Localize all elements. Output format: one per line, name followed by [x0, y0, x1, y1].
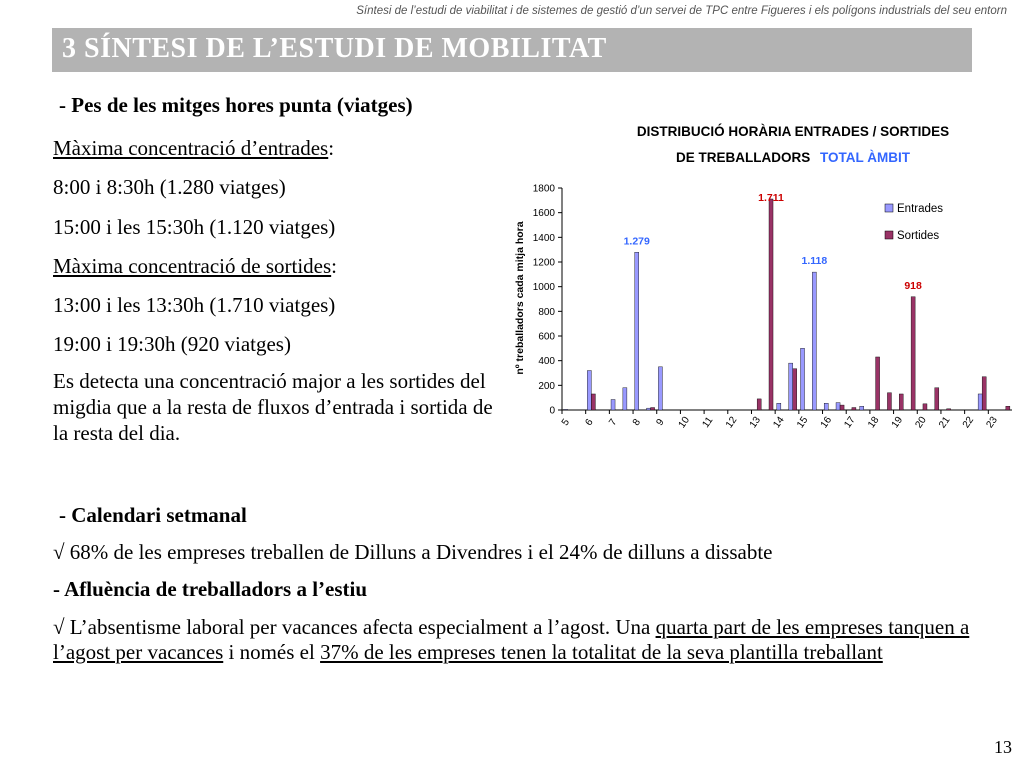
- summer-underlined-1: quarta part de les empreses tanquen a l’agost per vacances: [53, 614, 970, 664]
- x-tick-label: 9: [654, 417, 667, 428]
- y-tick-label: 1200: [532, 257, 555, 269]
- bar-sortides: [591, 394, 595, 410]
- bar-sortides: [923, 404, 927, 410]
- header-note: Síntesi de l’estudi de viabilitat i de sistemes de gestió d’un servei de TPC entre Figueres i els polígons industrials del seu entorn: [356, 5, 1007, 17]
- bar-sortides: [852, 408, 856, 410]
- y-tick-label: 0: [549, 405, 555, 417]
- x-tick-label: 21: [937, 414, 953, 431]
- legend-swatch-entrades: [885, 204, 893, 212]
- x-tick-label: 23: [984, 414, 1000, 431]
- chart-title-line2-b: TOTAL ÀMBIT: [820, 150, 911, 165]
- legend-label-sortides: Sortides: [897, 230, 940, 242]
- x-tick-label: 20: [913, 414, 929, 431]
- bar-sortides: [935, 388, 939, 410]
- exits-heading: Màxima concentració de sortides: [53, 253, 332, 278]
- entry-peak-2: 15:00 i les 15:30h (1.120 viatges): [53, 214, 336, 239]
- bars: [564, 199, 1010, 410]
- summer-text-1: √ L’absentisme laboral per vacances afecta especialment a l’agost. Una: [53, 614, 656, 639]
- x-tick-label: 13: [747, 414, 764, 431]
- bar-entrades: [777, 403, 781, 410]
- bar-sortides: [840, 405, 844, 410]
- data-label: 918: [904, 279, 922, 292]
- bar-entrades: [801, 348, 805, 410]
- x-tick-label: 15: [795, 414, 811, 431]
- calendar-subhead: - Calendari setmanal: [59, 503, 247, 527]
- data-label: 1.118: [801, 255, 828, 268]
- page-number: 13: [994, 737, 1012, 757]
- entries-heading-line: [53, 136, 503, 161]
- page-title: 3 SÍNTESI DE L’ESTUDI DE MOBILITAT: [62, 33, 607, 64]
- x-tick-label: 17: [842, 414, 858, 431]
- x-tick-label: 7: [607, 417, 620, 428]
- entries-heading: Màxima concentració d’entrades: [53, 136, 329, 161]
- x-tick-label: 14: [771, 414, 787, 431]
- bar-entrades: [635, 252, 639, 410]
- summer-subhead: - Afluència de treballadors a l’estiu: [53, 577, 368, 602]
- y-tick-label: 800: [538, 306, 555, 318]
- legend-label-entrades: Entrades: [897, 203, 944, 215]
- bar-sortides: [651, 408, 655, 410]
- y-tick-label: 1800: [532, 183, 555, 195]
- x-tick-label: 5: [559, 417, 572, 428]
- bar-entrades: [812, 272, 816, 410]
- bar-sortides: [769, 199, 773, 410]
- bar-entrades: [647, 408, 651, 410]
- bar-entrades: [836, 403, 840, 410]
- x-tick-label: 19: [889, 414, 906, 431]
- bar-sortides: [757, 399, 761, 410]
- exit-peak-2: 19:00 i 19:30h (920 viatges): [53, 332, 291, 357]
- y-tick-label: 600: [538, 331, 555, 343]
- left-column: [53, 93, 503, 446]
- x-tick-label: 8: [630, 417, 644, 428]
- y-tick-label: 1400: [532, 232, 555, 244]
- bar-entrades: [978, 394, 982, 410]
- bar-entrades: [587, 371, 591, 410]
- x-tick-label: 16: [818, 414, 835, 431]
- chart-title-line2-a: DE TREBALLADORS: [675, 150, 811, 165]
- title-bar: [52, 28, 972, 72]
- bar-entrades: [564, 409, 568, 410]
- entry-peak-1: 8:00 i 8:30h (1.280 viatges): [53, 175, 286, 200]
- exits-heading-line: [53, 254, 503, 279]
- exit-peak-1: 13:00 i les 13:30h (1.710 viatges): [53, 292, 336, 317]
- chart-title-line2: [676, 150, 911, 165]
- bar-entrades: [611, 400, 615, 410]
- hourly-distribution-chart: [500, 112, 1020, 442]
- bar-sortides: [982, 377, 986, 410]
- data-label: 1.711: [758, 191, 784, 204]
- bar-sortides: [793, 369, 797, 410]
- x-tick-label: 10: [676, 414, 692, 431]
- bar-sortides: [947, 409, 951, 410]
- x-tick-label: 12: [723, 414, 740, 431]
- summer-text: [53, 615, 973, 665]
- x-tick-label: 11: [700, 415, 716, 430]
- exits-colon: :: [331, 253, 337, 278]
- x-tick-label: 22: [960, 414, 977, 431]
- y-ticks: [533, 184, 562, 417]
- y-tick-label: 400: [538, 356, 555, 368]
- bar-sortides: [1006, 406, 1010, 410]
- bar-sortides: [876, 357, 880, 410]
- chart-title-line1: DISTRIBUCIÓ HORÀRIA ENTRADES / SORTIDES: [636, 124, 950, 139]
- chart-legend: [885, 203, 943, 242]
- bar-sortides: [899, 394, 903, 410]
- entries-colon: :: [328, 136, 335, 161]
- peak-hours-subhead: - Pes de les mitges hores punta (viatges): [59, 93, 413, 117]
- y-tick-label: 200: [538, 380, 555, 392]
- summer-text-2: i només el: [223, 639, 321, 664]
- bar-sortides: [887, 393, 891, 410]
- x-tick-label: 18: [866, 414, 882, 431]
- bar-entrades: [658, 367, 662, 410]
- summer-underlined-2: 37% de les empreses tenen la totalitat de la seva plantilla treballant: [320, 639, 883, 664]
- bar-entrades: [789, 363, 793, 410]
- bar-entrades: [623, 388, 627, 410]
- bottom-section: [53, 503, 973, 677]
- bar-entrades: [860, 406, 864, 410]
- data-label: 1.279: [623, 235, 650, 248]
- y-axis-label: nº treballadors cada mitja hora: [514, 221, 526, 375]
- legend-swatch-sortides: [885, 231, 893, 239]
- y-tick-label: 1600: [532, 208, 555, 220]
- bar-sortides: [911, 297, 915, 410]
- x-ticks: [560, 410, 1000, 430]
- conclusion-paragraph: Es detecta una concentració major a les sortides del migdia que a la resta de fluxos d’entrada i sortida de la resta del dia.: [53, 369, 493, 445]
- calendar-text: √ 68% de les empreses treballen de Dilluns a Divendres i el 24% de dilluns a dissabte: [53, 540, 773, 565]
- bar-entrades: [824, 403, 828, 410]
- x-tick-label: 6: [583, 417, 596, 428]
- y-tick-label: 1000: [532, 282, 555, 294]
